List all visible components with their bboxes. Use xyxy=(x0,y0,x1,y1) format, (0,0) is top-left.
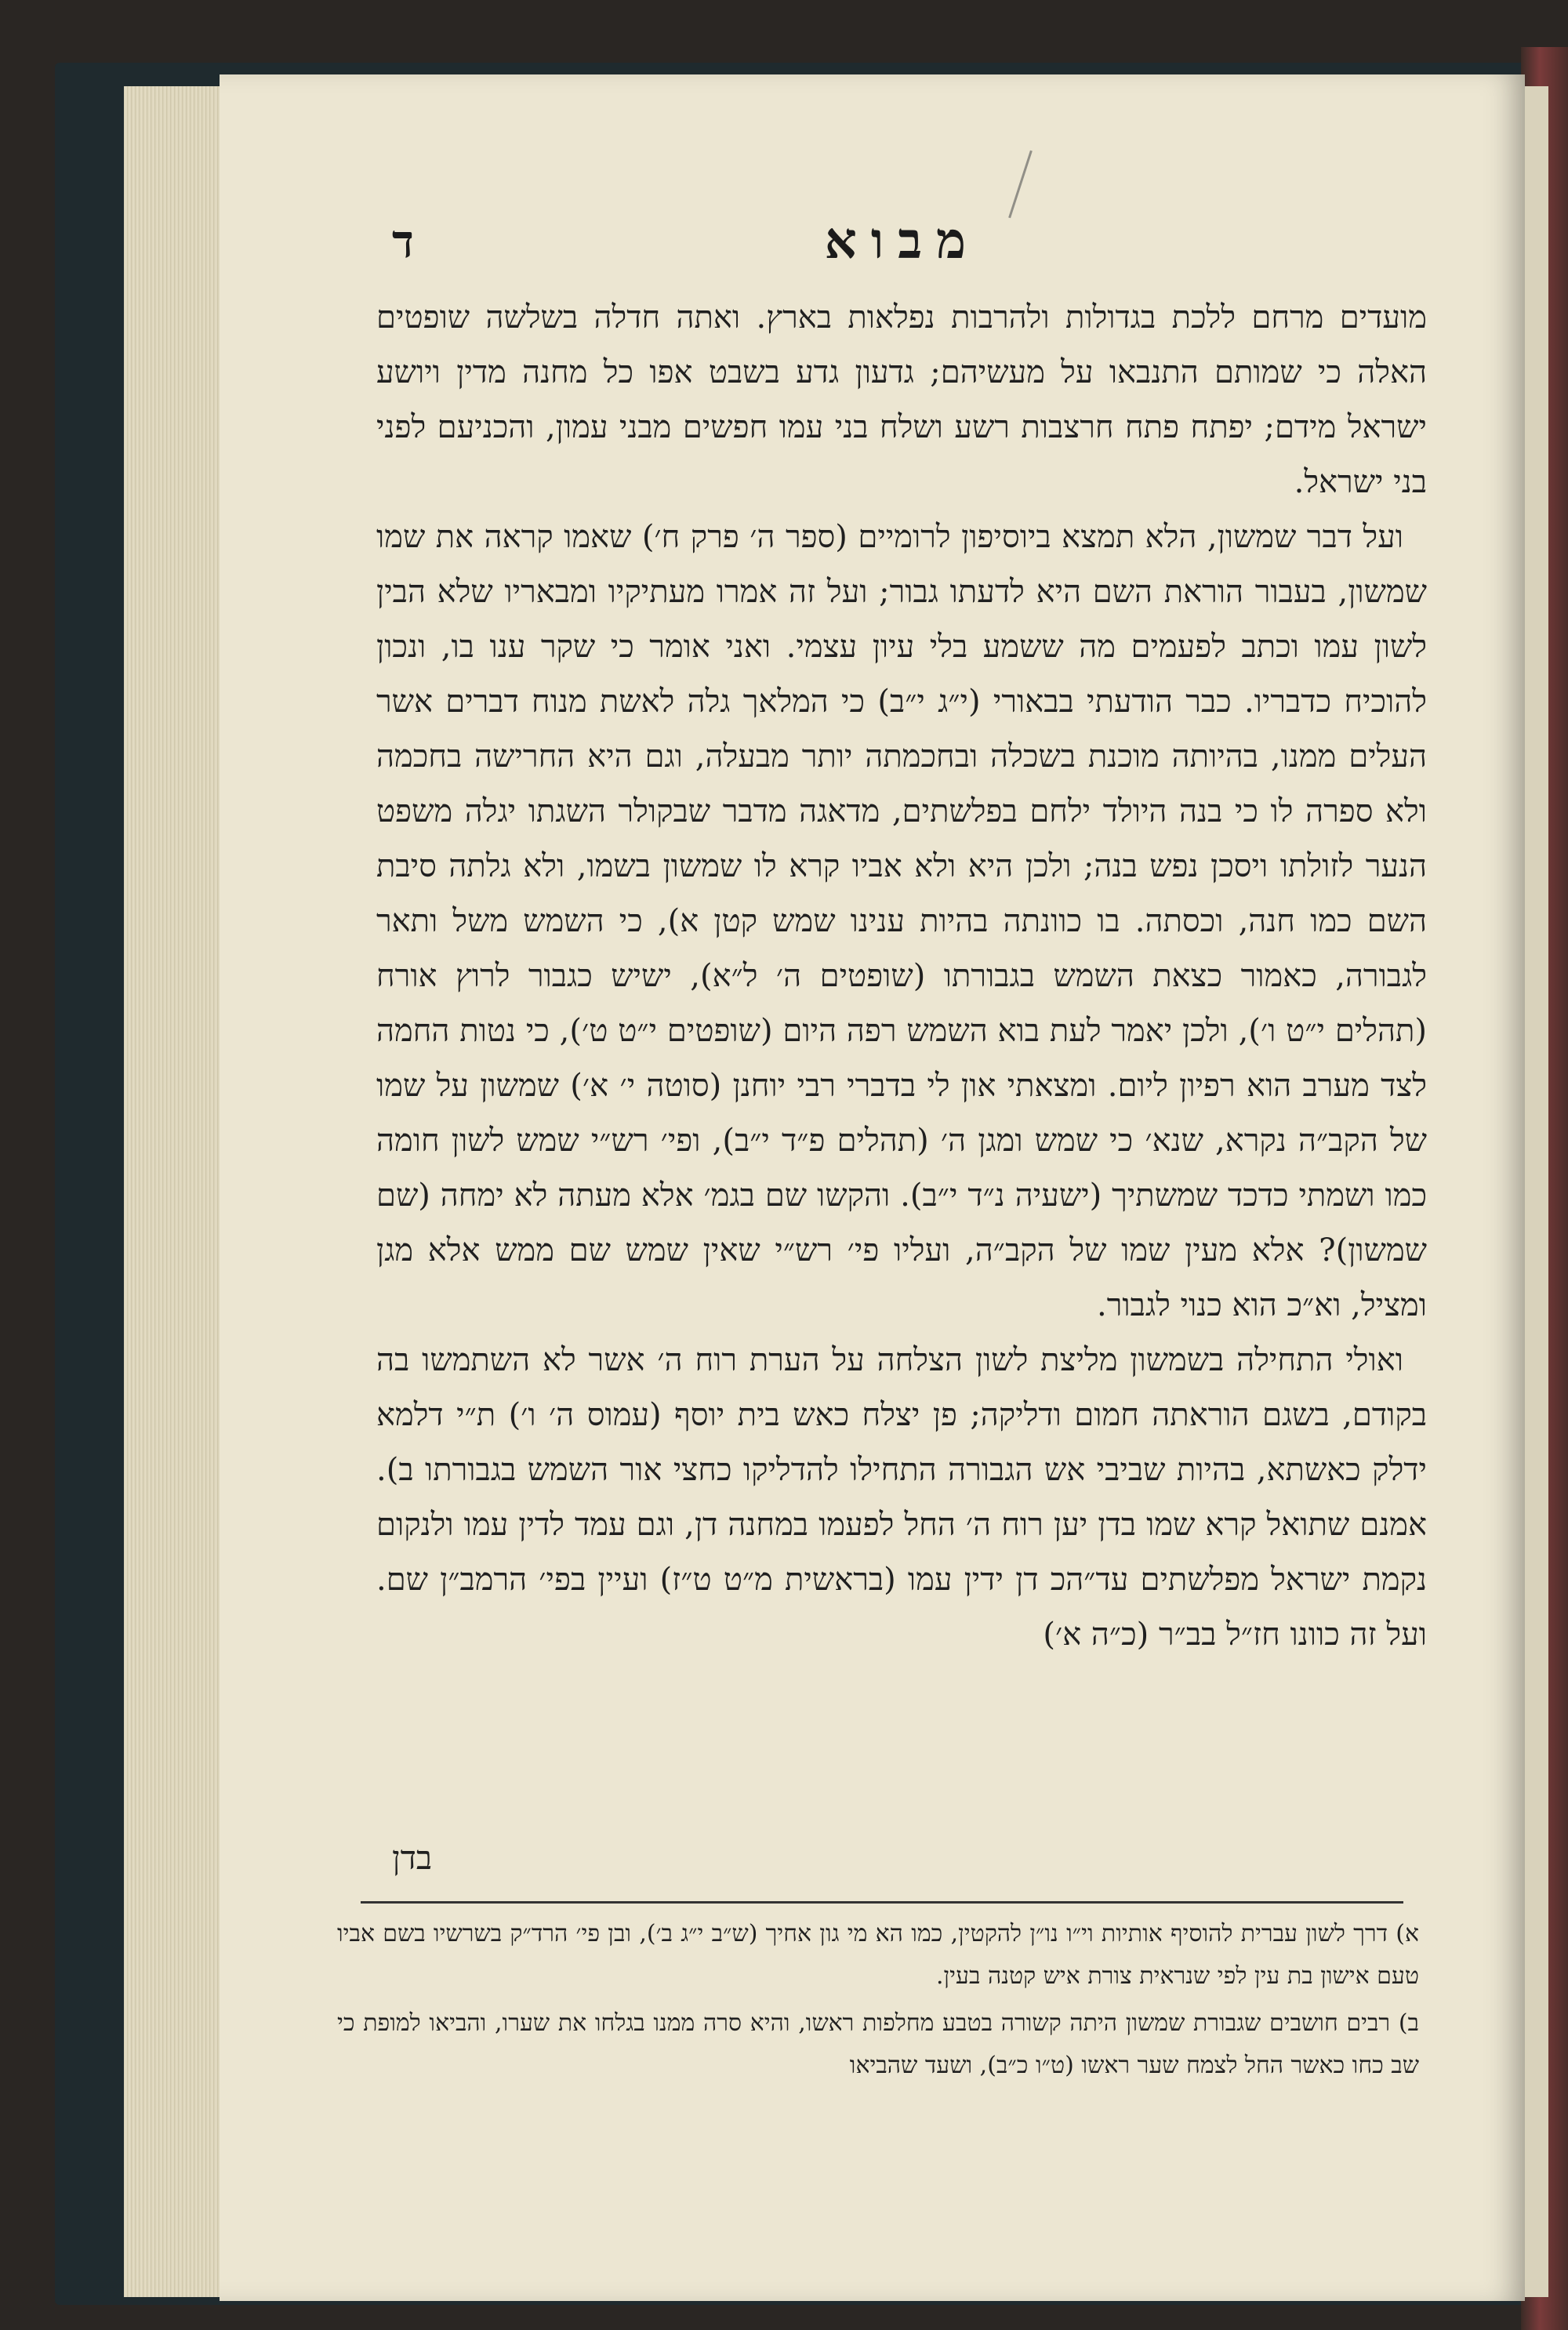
main-text xyxy=(376,290,1427,1662)
paragraph: ועל דבר שמשון, הלא תמצא ביוסיפון לרומיים (ספר ה׳ פרק ח׳) שאמו קראה את שמו שמשון, בעבור הוראת השם היא לדעתו גבור; ועל זה אמרו מעתיקיו ומבאריו שלא הבין לשון עמו וכתב לפעמים מה ששמע בלי עיון עצמי. ואני אומר כי שקר ענו בו, ונכון להוכיח כדבריו. כבר הודעתי בבאורי (י״ג י״ב) כי המלאך גלה לאשת מנוח דברים אשר העלים ממנו, בהיותה מוכנת בשכלה ובחכמתה יותר מבעלה, וגם היא החרישה בחכמה ולא ספרה לו כי בנה היולד ילחם בפלשתים, מדאגה מדבר שבקולר השגתו יגלה משפט הנער לזולתו ויסכן נפש בנה; ולכן היא ולא אביו קרא לו שמשון בשמו, ולא גלתה סיבת השם כמו חנה, וכסתה. בו כוונתה בהיות ענינו שמש קטן א), כי השמש משל ותאר לגבורה, כאמור כצאת השמש בגבורתו (שופטים ה׳ ל״א), ישיש כגבור לרוץ אורח (תהלים י״ט ו׳), ולכן יאמר לעת בוא השמש רפה היום (שופטים י״ט ט׳), כי נטות החמה לצד מערב הוא רפיון ליום. ומצאתי און לי בדברי רבי יוחנן (סוטה י׳ א׳) שמשון על שמו של הקב״ה נקרא, שנא׳ כי שמש ומגן ה׳ (תהלים פ״ד י״ב), ופי׳ רש״י שמש לשון חומה כמו ושמתי כדכד שמשתיך (ישעיה נ״ד י״ב). והקשו שם בגמ׳ אלא מעתה לא ימחה (שם שמשון)? אלא מעין שמו של הקב״ה, ועליו פי׳ רש״י שאין שמש שם ממש אלא מגן ומציל, וא״כ הוא כנוי לגבור. xyxy=(376,519,1428,1323)
page-edges xyxy=(124,86,226,2297)
footnote: א) דרך לשון עברית להוסיף אותיות וי״ו נו״ן להקטין, כמו הא מי גון אחיך (ש״ב י״ג ב׳), ובן פי׳ הרד״ק בשרשיו בשם אביו טעם אישון בת עין לפי שנראית צורת איש קטנה בעין. xyxy=(337,1920,1419,1990)
running-head-title: מבוא xyxy=(824,212,980,270)
paragraph: מועדים מרחם ללכת בגדולות ולהרבות נפלאות בארץ. ואתה חדלה בשלשה שופטים האלה כי שמותם התנבאו על מעשיהם; גדעון גדע בשבט אפו כל מחנה מדין ויושע ישראל מידם; יפתח פתח חרצבות רשע ושלח בני עמו חפשים מבני עמון, והכניעם לפני בני ישראל. xyxy=(376,299,1427,500)
paragraph: ואולי התחילה בשמשון מליצת לשון הצלחה על הערת רוח ה׳ אשר לא השתמשו בה בקודם, בשגם הוראתה חמום ודליקה; פן יצלח כאש בית יוסף (עמוס ה׳ ו׳) ת״י דלמא ידלק כאשתא, בהיות שביבי אש הגבורה התחילו להדליקו כחצי אור השמש בגבורתו ב). אמנם שתואל קרא שמו בדן יען רוח ה׳ החל לפעמו במחנה דן, וגם עמד לדין עמו ולנקום נקמת ישראל מפלשתים עד״הכ דן ידין עמו (בראשית מ״ט ט״ז) ועיין בפי׳ הרמב״ן שם. ועל זה כוונו חז״ל בב״ר (כ״ה א׳) xyxy=(376,1342,1427,1653)
running-head xyxy=(392,212,1388,282)
footnotes xyxy=(337,1913,1419,2092)
footnote-rule xyxy=(361,1901,1403,1904)
footnote: ב) רבים חושבים שגבורת שמשון היתה קשורה בטבע מחלפות ראשו, והיא סרה ממנו בגלחו את שערו, והביאו למופת כי שב כחו כאשר החל לצמח שער ראשו (ט״ו כ״ב), ושעד שהביאו xyxy=(337,2009,1419,2079)
page-number: ד xyxy=(392,215,414,268)
next-page-edge xyxy=(1525,86,1548,2297)
catchword: בדן xyxy=(392,1838,433,1877)
